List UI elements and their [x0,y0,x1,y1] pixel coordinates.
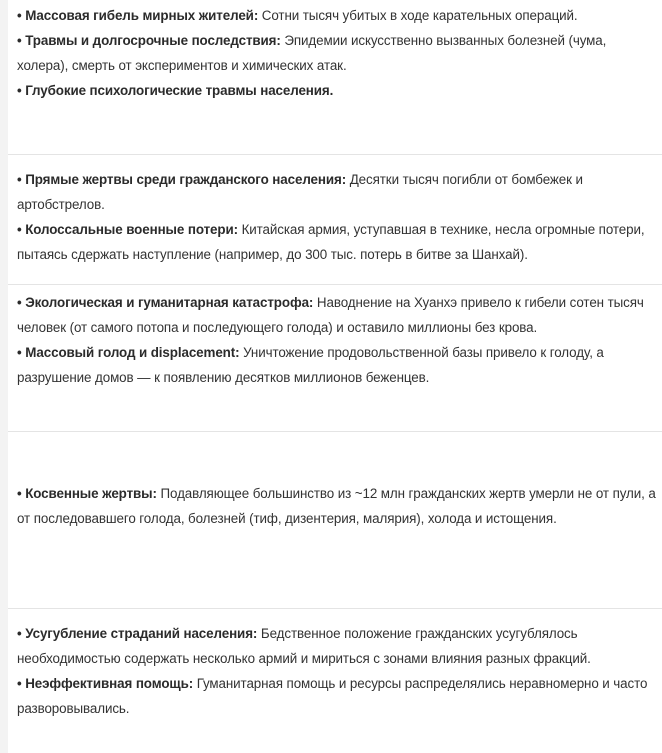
bullet-text: Эпидемии искусственно вызванных болезней (чума, холера), смерть от экспериментов и химических атак. [17,33,607,73]
bullet-item [17,621,656,671]
table-cell [8,432,662,609]
table-cell [8,609,662,753]
bullet-text: Уничтожение продовольственной базы привело к голоду, а разрушение домов — к появлению десятков миллионов беженцев. [17,345,604,385]
bullet-text: Наводнение на Хуанхэ привело к гибели сотен тысяч человек (от самого потопа и последующего голода) и оставило миллионы без крова. [17,295,644,335]
bullet-item [17,340,656,390]
bullet-item [17,3,656,28]
bullet-heading: • Колоссальные военные потери: [17,222,238,237]
bullet-item [17,671,656,721]
table-cell [8,0,662,155]
bullet-item [17,167,656,217]
bullet-heading: • Прямые жертвы среди гражданского населения: [17,172,347,187]
bullet-text: Китайская армия, уступавшая в технике, несла огромные потери, пытаясь сдержать наступление (например, до 300 тыс. потерь в битве за Шанхай). [17,222,645,262]
bullet-heading: • Травмы и долгосрочные последствия: [17,33,281,48]
bullet-heading: • Экологическая и гуманитарная катастрофа: [17,295,314,310]
bullet-text: Десятки тысяч погибли от бомбежек и артобстрелов. [17,172,583,212]
bullet-item [17,290,656,340]
bullet-heading: • Неэффективная помощь: [17,676,194,691]
bullet-item [17,78,656,103]
bullet-heading: • Глубокие психологические травмы населения. [17,83,334,98]
table-cell [8,285,662,432]
bullet-item [17,217,656,267]
bullet-text: Бедственное положение гражданских усугублялось необходимостью содержать несколько армий и мириться с зонами влияния разных фракций. [17,626,591,666]
bullet-heading: • Массовый голод и displacement: [17,345,240,360]
bullet-heading: • Усугубление страданий населения: [17,626,258,641]
bullet-text: Сотни тысяч убитых в ходе карательных операций. [258,8,578,23]
bullet-heading: • Массовая гибель мирных жителей: [17,8,259,23]
bullet-item [17,481,656,531]
table-cell [8,155,662,285]
bullet-item [17,28,656,78]
bullet-text: Подавляющее большинство из ~12 млн гражданских жертв умерли не от пули, а от последовавшего голода, болезней (тиф, дизентерия, малярия), холода и истощения. [17,486,656,526]
bullet-heading: • Косвенные жертвы: [17,486,157,501]
bullet-text: Гуманитарная помощь и ресурсы распределялись неравномерно и часто разворовывались. [17,676,648,716]
left-gutter [0,0,8,753]
